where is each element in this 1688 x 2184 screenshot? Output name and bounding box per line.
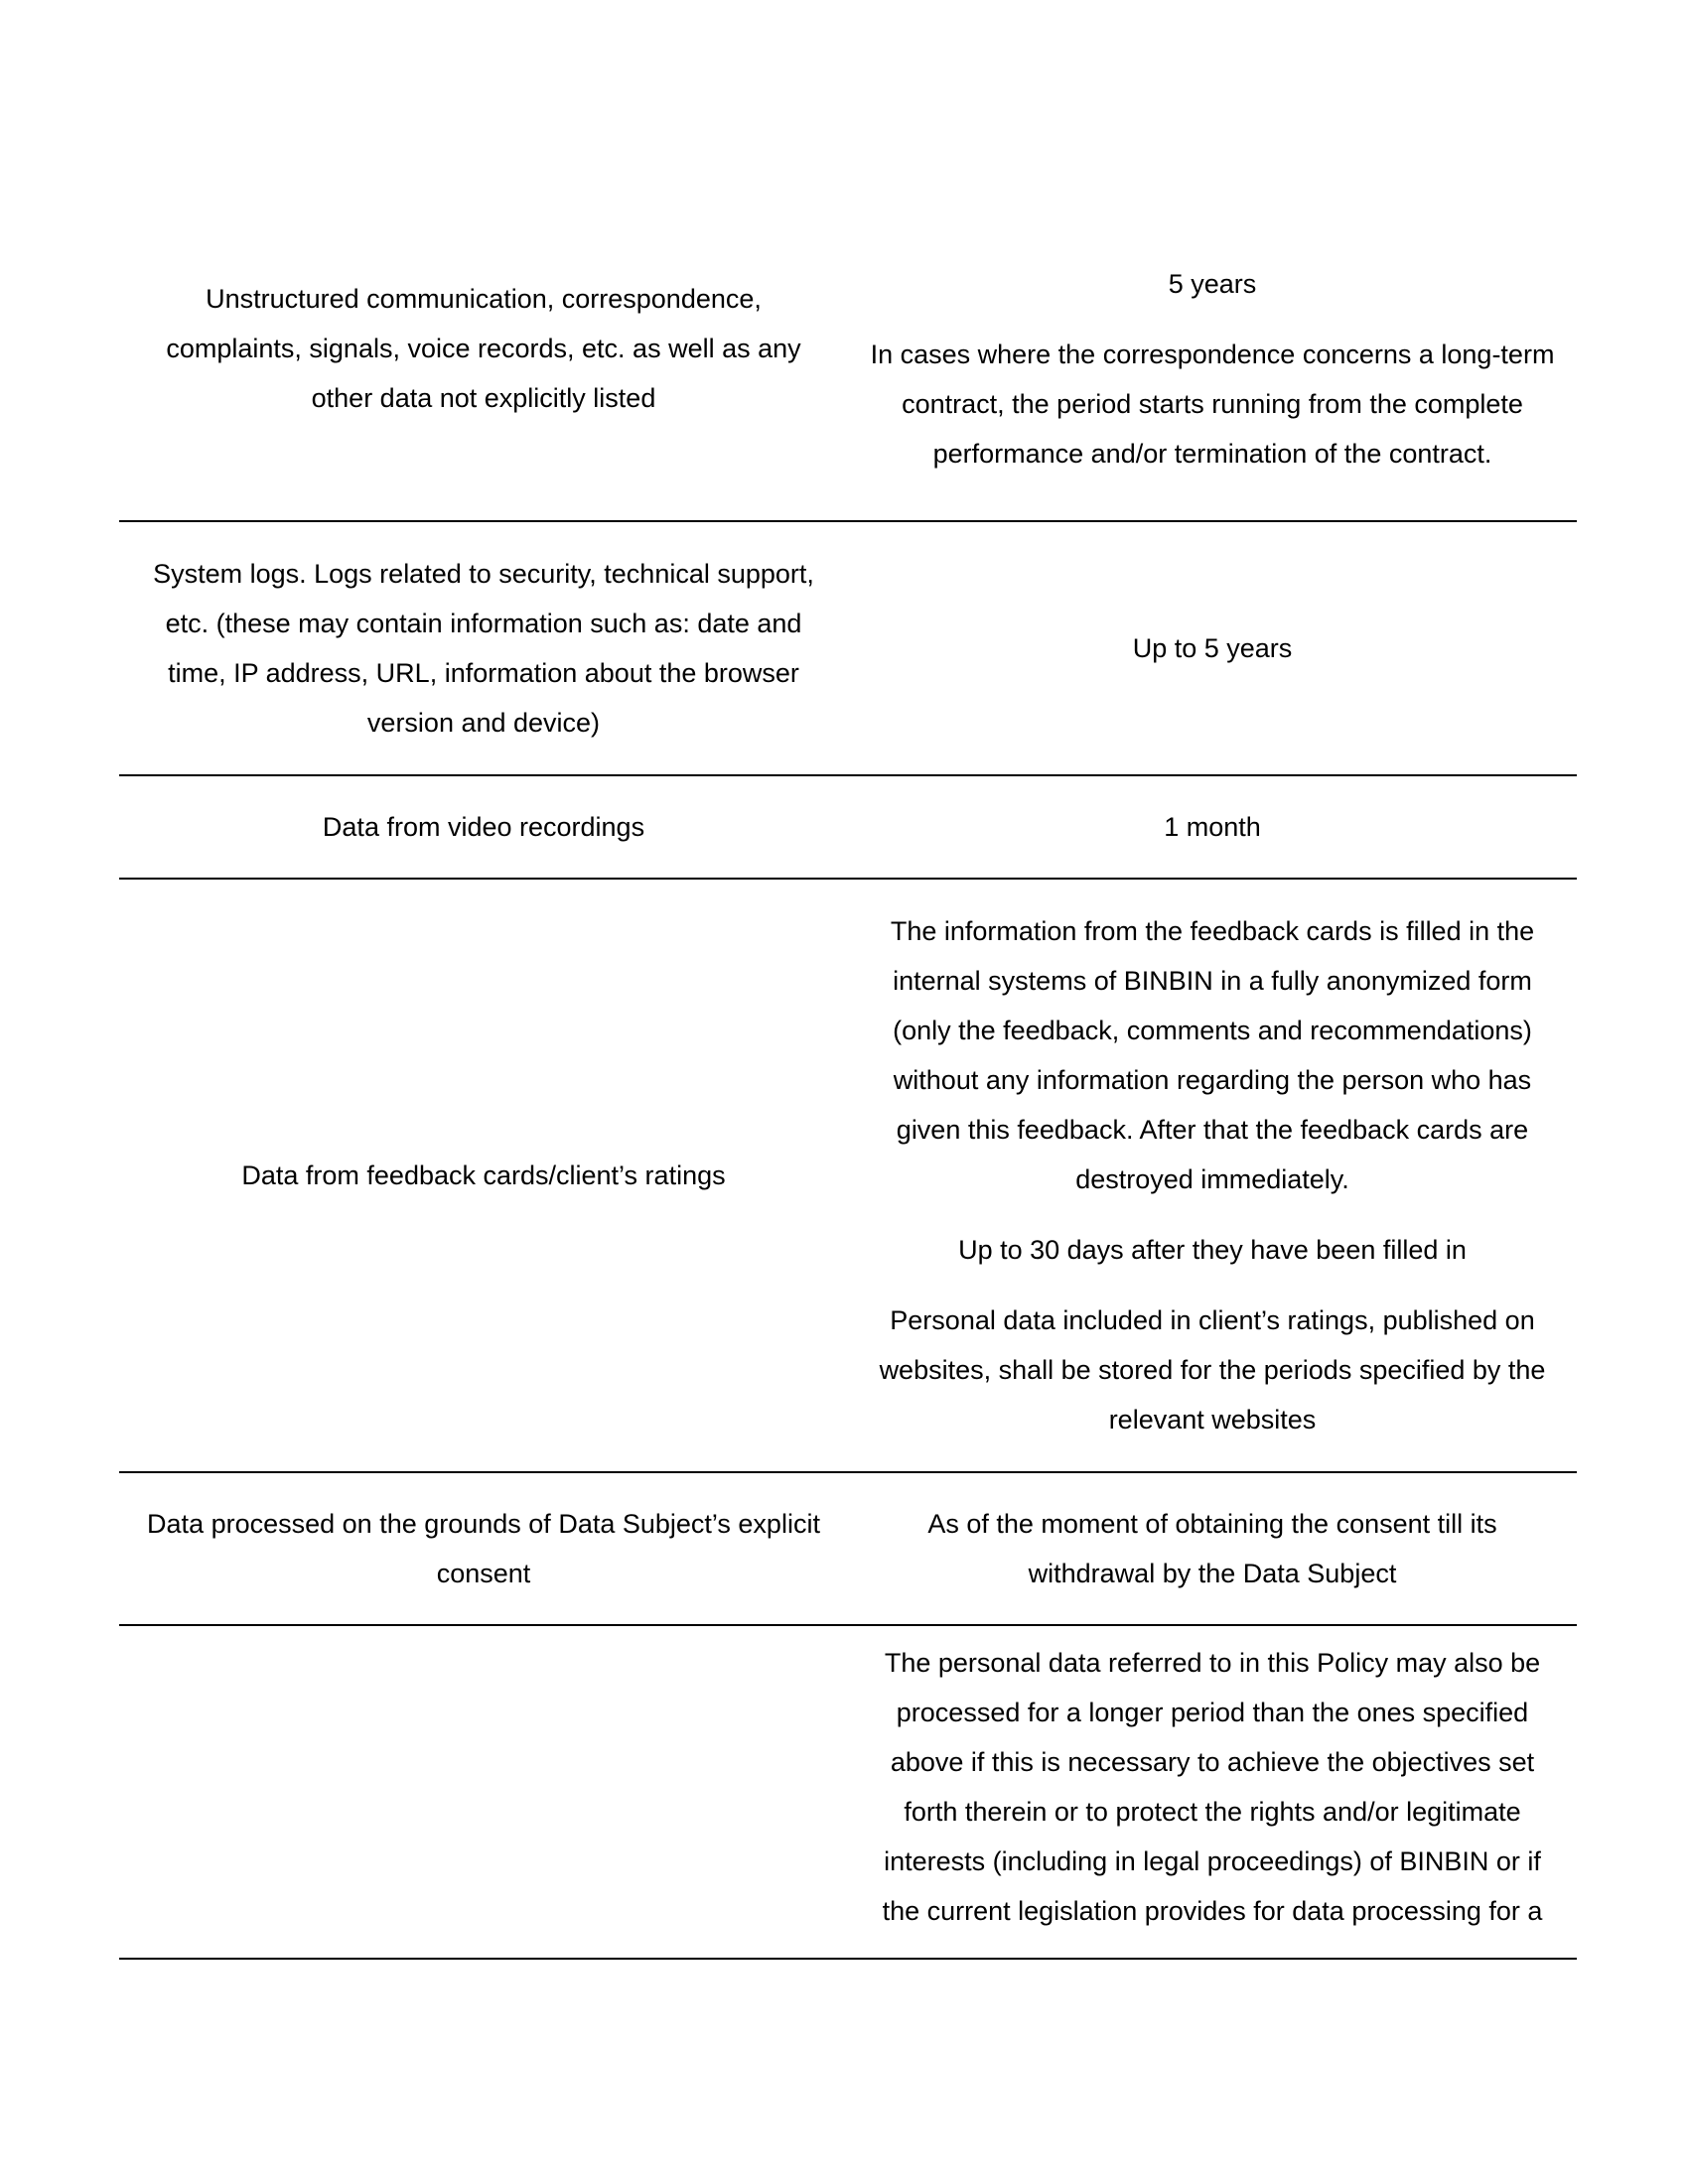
retention-period-note: Up to 30 days after they have been filled in — [958, 1235, 1467, 1265]
retention-period-text: As of the moment of obtaining the consent till its withdrawal by the Data Subject — [927, 1509, 1497, 1588]
table-row — [119, 1473, 1577, 1626]
retention-period-cell — [848, 623, 1577, 673]
retention-period-text: The information from the feedback cards is filled in the internal systems of BINBIN in a fully anonymized form (only the feedback, comments and recommendations) without any information regarding the person who has given this feedback. After that the feedback cards are destroyed immediately. — [890, 916, 1535, 1194]
retention-period-cell — [848, 802, 1577, 852]
retention-period-text: 5 years — [1168, 268, 1257, 299]
retention-period-cell — [848, 1499, 1577, 1598]
retention-period-cell — [848, 906, 1577, 1444]
data-category-text: Data from feedback cards/client’s ratings — [241, 1160, 726, 1190]
retention-period-text: 1 month — [1164, 812, 1261, 842]
data-category-cell — [119, 802, 848, 852]
table-row — [119, 880, 1577, 1473]
table-row — [119, 522, 1577, 776]
data-category-cell — [119, 1151, 848, 1200]
data-category-cell — [119, 549, 848, 748]
data-category-cell — [119, 274, 848, 423]
data-category-cell — [119, 1499, 848, 1598]
retention-period-text: Up to 5 years — [1132, 633, 1293, 663]
retention-period-cell — [848, 259, 1577, 478]
data-category-text: System logs. Logs related to security, technical support, etc. (these may contain information such as: date and time, IP address, URL, information about the browser version and device) — [153, 559, 814, 738]
data-category-text: Unstructured communication, correspondence, complaints, signals, voice records, etc. as well as any other data not explicitly listed — [166, 284, 801, 413]
retention-period-cell — [848, 1638, 1577, 1936]
retention-period-note: Personal data included in client’s ratings, published on websites, shall be stored for the periods specified by the relevant websites — [879, 1305, 1546, 1434]
retention-periods-table — [119, 208, 1577, 1960]
retention-period-text: The personal data referred to in this Policy may also be processed for a longer period than the ones specified above if this is necessary to achieve the objectives set forth therein or to protect the rights and/or legitimate interests (including in legal proceedings) of BINBIN or if the current legislation provides for data processing for a — [882, 1648, 1543, 1926]
data-category-text: Data processed on the grounds of Data Subject’s explicit consent — [147, 1509, 820, 1588]
data-category-text: Data from video recordings — [322, 812, 645, 842]
table-row — [119, 1626, 1577, 1960]
table-row — [119, 208, 1577, 522]
table-row — [119, 776, 1577, 880]
retention-period-note: In cases where the correspondence concerns a long-term contract, the period starts running from the complete performance and/or termination of the contract. — [870, 339, 1555, 469]
